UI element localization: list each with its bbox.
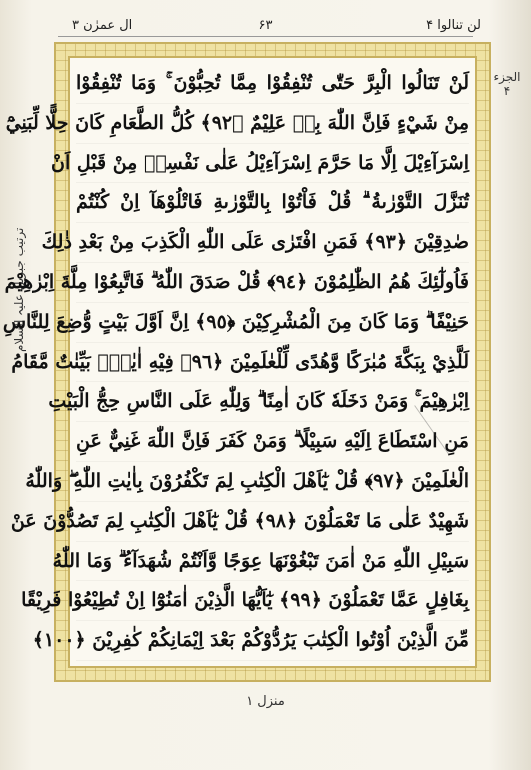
verse-line: الْعٰلَمِيْنَ ﴿٩٧﴾ قُلْ يٰٓاَهْلَ الْكِتٰبِ لِمَ تَكْفُرُوْنَ بِاٰيٰتِ اللّٰهِ ۖ وَاللّٰهُ [76,462,469,502]
verse-line: مِّنَ الَّذِيْنَ اُوْتُوا الْكِتٰبَ يَرُدُّوْكُمْ بَعْدَ اِيْمَانِكُمْ كٰفِرِيْنَ ﴿١٠٠﴾ [76,621,469,661]
verse-line: تُنَزَّلَ التَّوْرٰىةُ ۗ قُلْ فَاْتُوْا بِالتَّوْرٰىةِ فَاتْلُوْهَآ اِنْ كُنْتُمْ [76,183,469,223]
verse-line: سَبِيْلِ اللّٰهِ مَنْ اٰمَنَ تَبْغُوْنَهَا عِوَجًا وَّاَنْتُمْ شُهَدَآءُ ۗ وَمَا اللّٰهُ [76,542,469,582]
verse-line: اِسْرَآءِيْلَ اِلَّا مَا حَرَّمَ اِسْرَآءِيْلُ عَلٰى نَفْسِهٖ مِنْ قَبْلِ اَنْ [76,144,469,184]
verse-line: اِبْرٰهِيْمَ ۚ وَمَنْ دَخَلَهٗ كَانَ اٰمِنًا ۗ وَلِلّٰهِ عَلَى النَّاسِ حِجُّ الْبَيْتِ [76,382,469,422]
margin-note-left: ترتیب جبریل علیہ السلام [12,227,26,353]
juz-name-header: لن تنالوا ۴ [426,18,481,33]
verse-line: لَلَّذِيْ بِبَكَّةَ مُبٰرَكًا وَّهُدًى لِّلْعٰلَمِيْنَ ﴿٩٦﴾ فِيْهِ اٰيٰتٌۢ بَيِّنٰتٌ مَّقَامُ [76,343,469,383]
page-number: ۶۳ [258,18,273,33]
page-header [40,14,491,38]
verse-line: فَاُولٰٓئِكَ هُمُ الظّٰلِمُوْنَ ﴿٩٤﴾ قُلْ صَدَقَ اللّٰهُ ۗ فَاتَّبِعُوْا مِلَّةَ اِبْرٰهِيْمَ [76,263,469,303]
verse-line: مَنِ اسْتَطَاعَ اِلَيْهِ سَبِيْلًا ۗ وَمَنْ كَفَرَ فَاِنَّ اللّٰهَ غَنِيٌّ عَنِ [76,422,469,462]
surah-name-header: ال عمرٰن ۳ [72,18,133,33]
verse-line: بِغَافِلٍ عَمَّا تَعْمَلُوْنَ ﴿٩٩﴾ يٰٓاَيُّهَا الَّذِيْنَ اٰمَنُوْٓا اِنْ تُطِيْعُوْا فَرِيْقًا [76,581,469,621]
header-rule [58,36,473,37]
manzil-label: منزل ۱ [246,694,285,709]
margin-note-right: الجزء ۴ [493,70,521,98]
verse-line: حَنِيْفًا ۗ وَمَا كَانَ مِنَ الْمُشْرِكِيْنَ ﴿٩٥﴾ اِنَّ اَوَّلَ بَيْتٍ وُّضِعَ لِلنَّاسِ [76,303,469,343]
page-footer [0,694,531,709]
verse-line: لَنْ تَنَالُوا الْبِرَّ حَتّٰى تُنْفِقُوْا مِمَّا تُحِبُّوْنَ ۚ وَمَا تُنْفِقُوْا [76,64,469,104]
verse-line: شَهِيْدٌ عَلٰى مَا تَعْمَلُوْنَ ﴿٩٨﴾ قُلْ يٰٓاَهْلَ الْكِتٰبِ لِمَ تَصُدُّوْنَ عَنْ [76,502,469,542]
verse-line: صٰدِقِيْنَ ﴿٩٣﴾ فَمَنِ افْتَرٰى عَلَى اللّٰهِ الْكَذِبَ مِنْ بَعْدِ ذٰلِكَ [76,223,469,263]
verse-line: مِنْ شَيْءٍ فَاِنَّ اللّٰهَ بِهٖ عَلِيْمٌ ﴿٩٢﴾ كُلُّ الطَّعَامِ كَانَ حِلًّا لِّبَنِيْٓ [76,104,469,144]
